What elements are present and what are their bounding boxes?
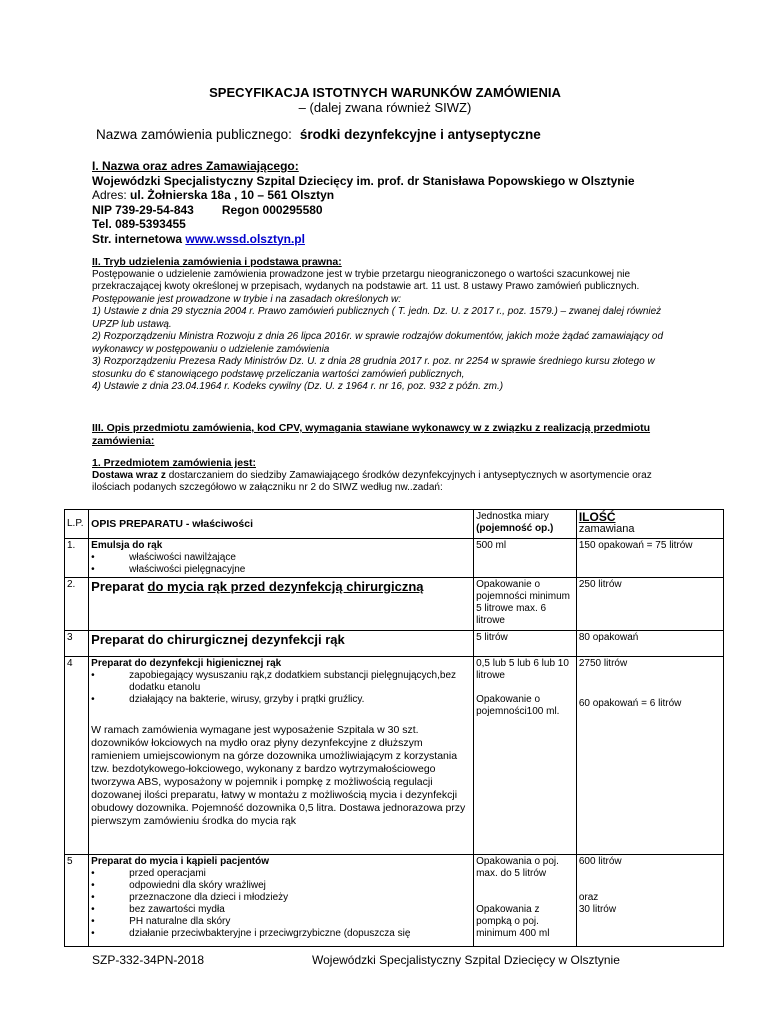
row-2-lp: 2. bbox=[65, 578, 89, 631]
phone-value: Tel. 089-5393455 bbox=[92, 217, 186, 231]
website-link[interactable]: www.wssd.olsztyn.pl bbox=[185, 231, 305, 246]
document-title: SPECYFIKACJA ISTOTNYCH WARUNKÓW ZAMÓWIENIA bbox=[209, 85, 561, 100]
intro-bold: Dostawa wraz z bbox=[92, 469, 166, 481]
row-5-unit bbox=[474, 855, 577, 947]
row-2-title bbox=[91, 579, 471, 595]
row-5-bullet-2: • odpowiedni dla skóry wrażliwej bbox=[91, 880, 471, 892]
regon-value: Regon 000295580 bbox=[221, 202, 323, 217]
row-4-unit-1: 0,5 lub 5 lub 6 lub 10 litrowe bbox=[476, 658, 569, 681]
header-description-label: OPIS PREPARATU - właściwości bbox=[91, 518, 253, 530]
row-5-bullet-3: • przeznaczone dla dzieci i młodzieży bbox=[91, 892, 471, 904]
row-5-unit-2: Opakowania z pompką o poj. minimum 400 ml bbox=[476, 904, 550, 939]
table-row bbox=[65, 657, 724, 855]
row-2-quantity: 250 litrów bbox=[576, 578, 723, 631]
row-5-quantity-1: 600 litrów bbox=[578, 856, 622, 867]
website-line bbox=[92, 232, 692, 247]
legal-basis-item-1: 1) Ustawie z dnia 29 stycznia 2004 r. Prawo zamówień publicznych ( T. jedn. Dz. U. z 2017 r., poz. 1579.) – zwanej dalej również UPZP lub ustawą. bbox=[92, 306, 662, 330]
header-description bbox=[89, 510, 474, 539]
address-line bbox=[92, 188, 692, 203]
row-4-quantity-2: 60 opakowań = 6 litrów bbox=[578, 698, 682, 709]
section-1-heading: I. Nazwa oraz adres Zamawiającego: bbox=[92, 159, 299, 173]
header-unit bbox=[474, 510, 577, 539]
row-4-quantity bbox=[576, 657, 723, 855]
section-3 bbox=[92, 422, 687, 495]
row-4-quantity-1: 2750 litrów bbox=[578, 658, 628, 669]
row-5-quantity bbox=[576, 855, 723, 947]
row-5-bullet-1: • przed operacjami bbox=[91, 868, 471, 880]
row-4-lp: 4 bbox=[65, 657, 89, 855]
section-2-heading: II. Tryb udzielenia zamówienia i podstawa prawna: bbox=[92, 256, 342, 268]
row-3-description bbox=[89, 631, 474, 657]
footer-hospital: Wojewódzki Specjalistyczny Szpital Dziecięcy w Olsztynie bbox=[312, 953, 620, 967]
table-header-row bbox=[65, 510, 724, 539]
row-2-unit: Opakowanie o pojemności minimum 5 litrowe max. 6 litrowe bbox=[474, 578, 577, 631]
row-3-unit: 5 litrów bbox=[474, 631, 577, 657]
header-unit-line-2: (pojemność op.) bbox=[476, 523, 554, 534]
row-4-bullet-1: • zapobiegający wysuszaniu rąk,z dodatkiem substancji pielęgnujących,bez dodatku etanolu bbox=[91, 670, 471, 694]
footer-reference: SZP-332-34PN-2018 bbox=[92, 953, 205, 967]
row-1-unit: 500 ml bbox=[474, 539, 577, 578]
header-quantity-line-2: zamawiana bbox=[578, 523, 635, 535]
document-subtitle: – (dalej zwana również SIWZ) bbox=[298, 100, 472, 115]
section-3-subheading: 1. Przedmiotem zamówienia jest: bbox=[92, 457, 256, 469]
row-4-bullet-2: • działający na bakterie, wirusy, grzyby i prątki gruźlicy. bbox=[91, 694, 471, 706]
row-5-quantity-2: oraz bbox=[578, 892, 599, 903]
section-1 bbox=[92, 159, 692, 246]
row-1-quantity: 150 opakowań = 75 litrów bbox=[576, 539, 723, 578]
website-label: Str. internetowa bbox=[92, 231, 183, 246]
order-name: środki dezynfekcyjne i antyseptyczne bbox=[299, 127, 541, 142]
table-row bbox=[65, 539, 724, 578]
header-quantity bbox=[576, 510, 723, 539]
row-1-bullet-1: • właściwości nawilżające bbox=[91, 552, 471, 564]
row-3-lp: 3 bbox=[65, 631, 89, 657]
table-row bbox=[65, 578, 724, 631]
row-3-title: Preparat do chirurgicznej dezynfekcji rąk bbox=[91, 632, 345, 647]
products-table bbox=[64, 509, 724, 947]
intro-text: dostarczaniem do siedziby Zamawiającego środków dezynfekcyjnych i antyseptycznych w asortymencie oraz ilościach podanych szczegółowo w załączniku nr 2 do SIWZ według nw..zadań: bbox=[92, 469, 652, 493]
section-3-intro bbox=[92, 470, 687, 495]
row-5-title: Preparat do mycia i kąpieli pacjentów bbox=[91, 856, 270, 867]
row-4-description bbox=[89, 657, 474, 855]
order-label: Nazwa zamówienia publicznego: bbox=[96, 127, 292, 142]
nip-regon-line bbox=[92, 203, 692, 218]
row-1-bullet-2: • właściwości pielęgnacyjne bbox=[91, 564, 471, 576]
header-quantity-line-1: ILOŚĆ bbox=[578, 510, 616, 524]
section-3-heading: III. Opis przedmiotu zamówienia, kod CPV, wymagania stawiane wykonawcy w z związku z realizacją przedmiotu zamówienia: bbox=[92, 422, 651, 447]
row-5-lp: 5 bbox=[65, 855, 89, 947]
row-2-title-a: Preparat bbox=[91, 579, 148, 594]
row-4-title: Preparat do dezynfekcji higienicznej rąk bbox=[91, 658, 282, 669]
order-name-line bbox=[96, 127, 541, 142]
section-2-paragraph-2: Postępowanie jest prowadzone w trybie i na zasadach określonych w: bbox=[92, 293, 402, 305]
legal-basis-item-4: 4) Ustawie z dnia 23.04.1964 r. Kodeks cywilny (Dz. U. z 1964 r. nr 16, poz. 932 z późn. zm.) bbox=[92, 381, 504, 392]
row-1-title: Emulsja do rąk bbox=[91, 540, 163, 551]
table-row bbox=[65, 855, 724, 947]
row-3-quantity: 80 opakowań bbox=[576, 631, 723, 657]
row-1-description bbox=[89, 539, 474, 578]
row-5-description bbox=[89, 855, 474, 947]
row-5-bullet-4: • bez zawartości mydła bbox=[91, 904, 471, 916]
row-5-bullet-6: • działanie przeciwbakteryjne i przeciwgrzybiczne (dopuszcza się bbox=[91, 928, 471, 940]
nip-value: NIP 739-29-54-843 bbox=[92, 202, 194, 217]
table-row bbox=[65, 631, 724, 657]
row-5-unit-1: Opakowania o poj. max. do 5 litrów bbox=[476, 856, 559, 879]
legal-basis-item-2: 2) Rozporządzeniu Ministra Rozwoju z dnia 26 lipca 2016r. w sprawie rodzajów dokumentów, jakich może żądać zamawiający od wykonawcy w postępowaniu o udzielenie zamówienia bbox=[92, 331, 664, 355]
row-2-description bbox=[89, 578, 474, 631]
row-4-unit bbox=[474, 657, 577, 855]
section-2-paragraph-1: Postępowanie o udzielenie zamówienia prowadzone jest w trybie przetargu nieograniczonego o wartości szacunkowej nie przekraczającej kwoty określonej w przepisach, wydanych na podstawie art. 11 ust. 8 ustawy Prawo zamówień publicznych. bbox=[92, 268, 640, 292]
row-1-lp: 1. bbox=[65, 539, 89, 578]
address-label: Adres: bbox=[92, 188, 127, 202]
row-5-bullet-5: • PH naturalne dla skóry bbox=[91, 916, 471, 928]
address-value: ul. Żołnierska 18a , 10 – 561 Olsztyn bbox=[130, 188, 335, 202]
header-unit-line-1: Jednostka miary bbox=[476, 511, 549, 522]
row-4-unit-2: Opakowanie o pojemności100 ml. bbox=[476, 694, 560, 717]
row-5-quantity-3: 30 litrów bbox=[578, 904, 617, 915]
legal-basis-item-3: 3) Rozporządzeniu Prezesa Rady Ministrów Dz. U. z dnia 28 grudnia 2017 r. poz. nr 2254 w sprawie średniego kursu złotego w stosunku do € stanowiącego podstawę przeliczania wartości zamówień publicznych, bbox=[92, 356, 655, 380]
section-2 bbox=[92, 256, 687, 394]
header-lp: L.P. bbox=[65, 510, 89, 539]
hospital-name: Wojewódzki Specjalistyczny Szpital Dziecięcy im. prof. dr Stanisława Popowskiego w Olsztynie bbox=[92, 173, 635, 188]
row-4-dispenser-paragraph: W ramach zamówienia wymagane jest wyposażenie Szpitala w 30 szt. dozowników łokciowych na mydło oraz płyny dezynfekcyjne z dłuższym ramieniem umiejscowionym na górze dozownika umożliwiającym z korzystania tzw. bezdotykowego-łokciowego, wykonany z bardzo wytrzymałościowego tworzywa ABS, wyposażony w pojemnik i pompkę z możliwością regulacji dozowanej ilości preparatu, łatwy w montażu z możliwością mycia i dezynfekcji obudowy dozownika. Pojemność dozownika 0,5 litra. Dostawa jednorazowa przy pierwszym zamówieniu środka do mycia rąk bbox=[91, 724, 466, 827]
row-2-title-underlined: do mycia rąk przed dezynfekcją chirurgiczną bbox=[147, 579, 424, 594]
